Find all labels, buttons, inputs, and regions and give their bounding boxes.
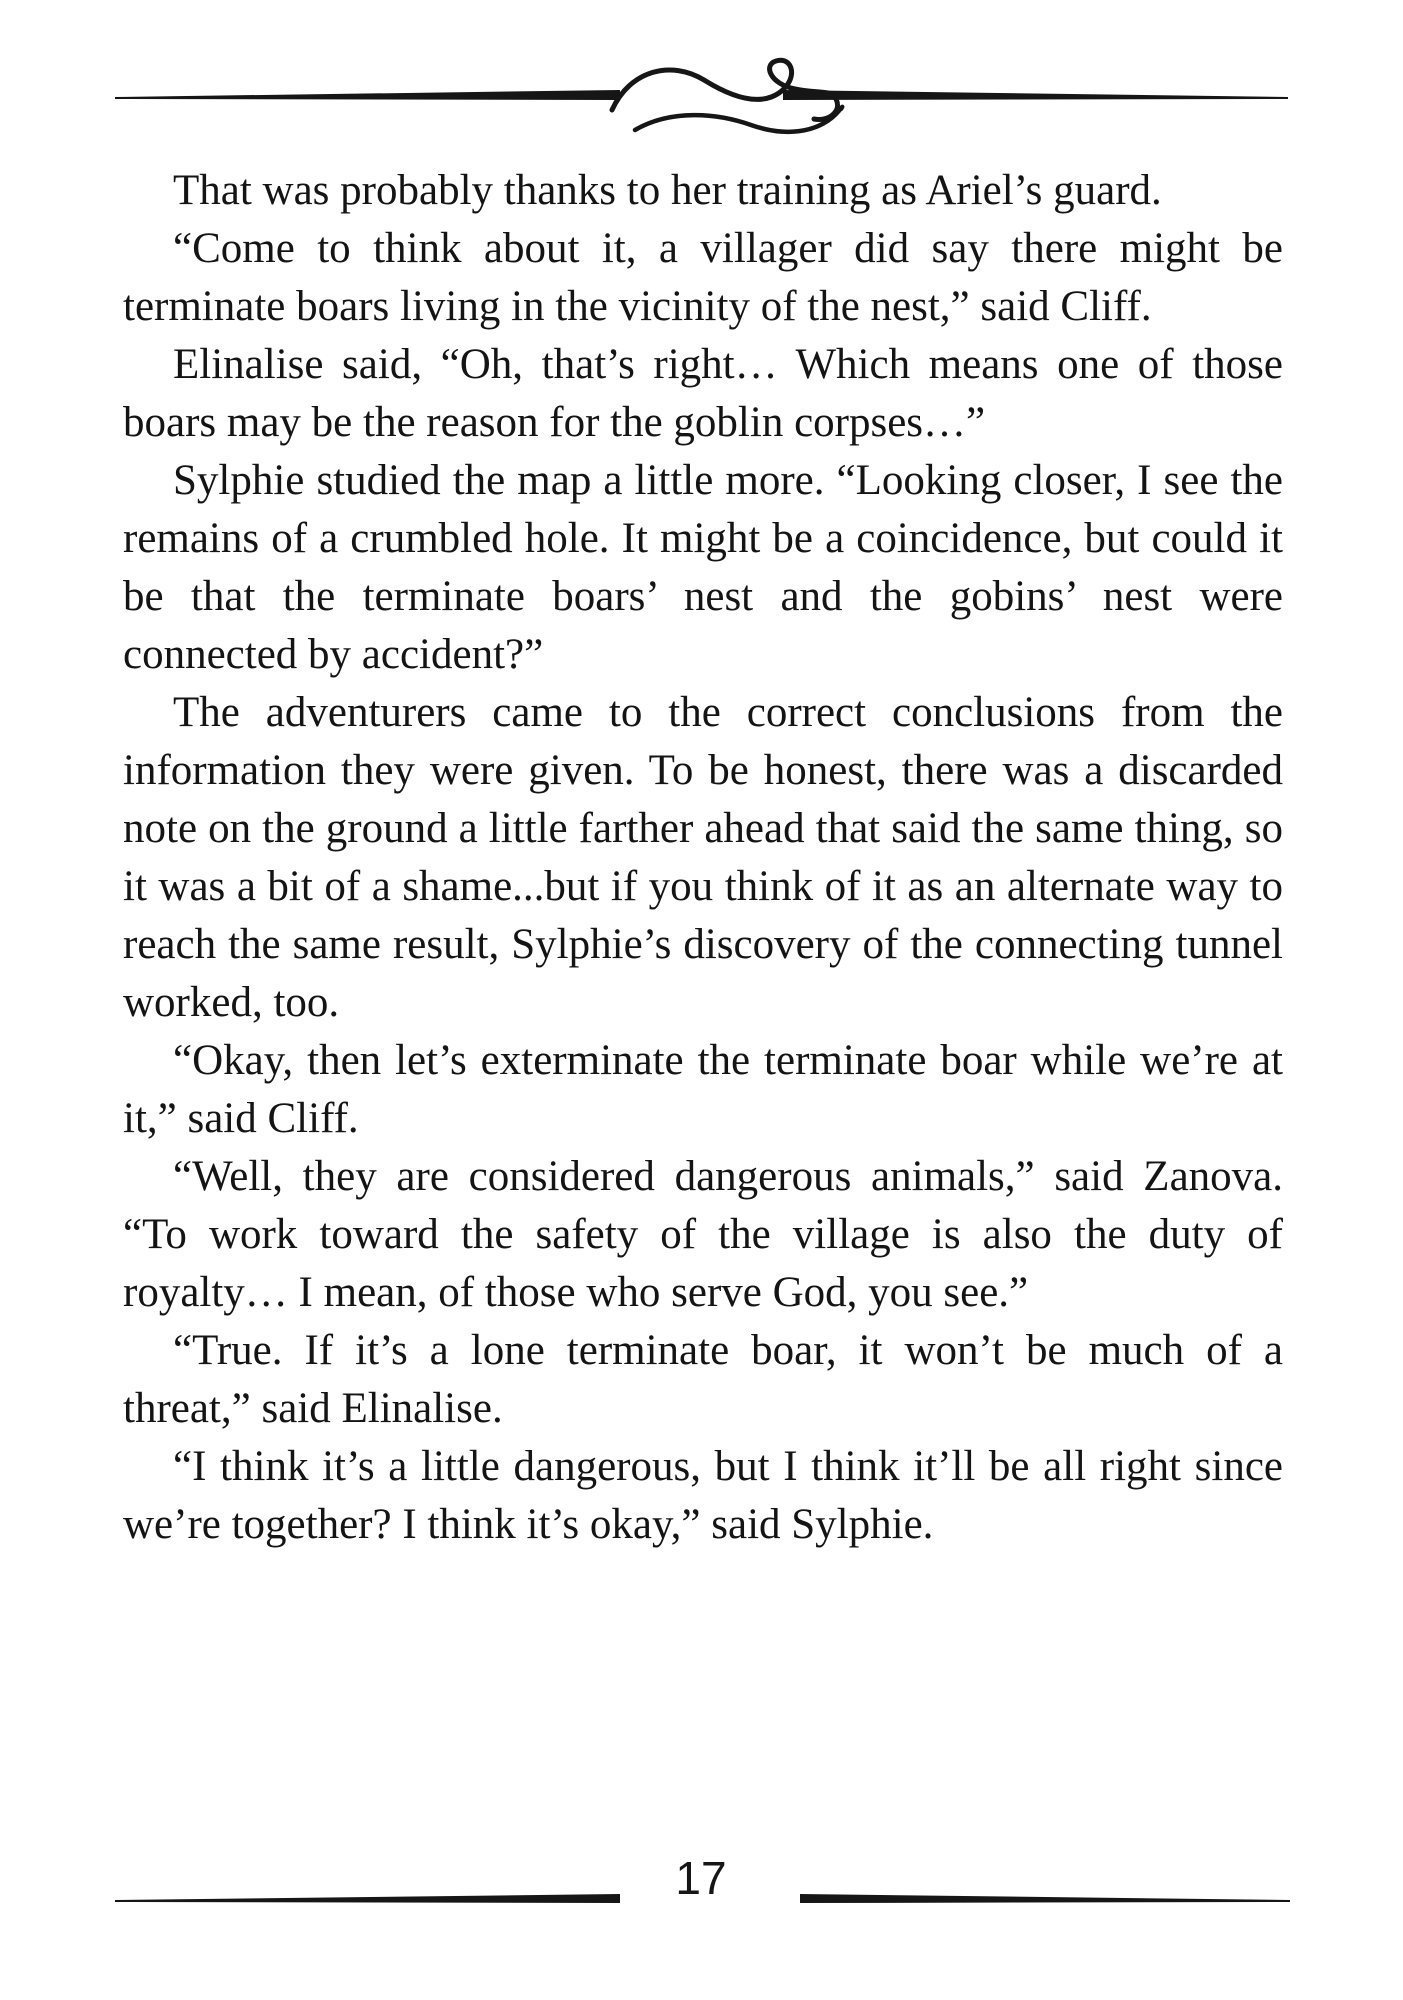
paragraph: “Well, they are considered dangerous animals,” said Zanova. “To work toward the safety of the village is also the duty of royalty… I mean, of those who serve God, you see.” — [123, 1153, 1283, 1316]
paragraph: “True. If it’s a lone terminate boar, it won’t be much of a threat,” said Elinalise. — [123, 1327, 1283, 1432]
calligraphic-flourish-icon — [115, 60, 1288, 132]
paragraph: The adventurers came to the correct conclusions from the information they were given. To be honest, there was a discarded note on the ground a little farther ahead that said the same thing, so it was a bit of a shame...but if you think of it as an alternate way to reach the same result, Sylphie’s discovery of the connecting tunnel worked, too. — [123, 689, 1283, 1026]
paragraph: Elinalise said, “Oh, that’s right… Which means one of those boars may be the reason for the goblin corpses…” — [123, 341, 1283, 446]
footer-rule-left — [115, 1893, 620, 1905]
page-number: 17 — [675, 1852, 727, 1904]
page-text — [123, 162, 1283, 1554]
paragraph: “Come to think about it, a villager did say there might be terminate boars living in the vicinity of the nest,” said Cliff. — [123, 225, 1283, 330]
paragraph: Sylphie studied the map a little more. “Looking closer, I see the remains of a crumbled hole. It might be a coincidence, but could it be that the terminate boars’ nest and the gobins’ nest were connected by accident?” — [123, 457, 1283, 678]
paragraph: “Okay, then let’s exterminate the terminate boar while we’re at it,” said Cliff. — [123, 1037, 1283, 1142]
paragraph: That was probably thanks to her training as Ariel’s guard. — [173, 167, 1162, 214]
footer-rule-right — [800, 1893, 1290, 1905]
header-divider — [115, 48, 1288, 148]
paragraph: “I think it’s a little dangerous, but I think it’ll be all right since we’re together? I think it’s okay,” said Sylphie. — [123, 1443, 1283, 1548]
